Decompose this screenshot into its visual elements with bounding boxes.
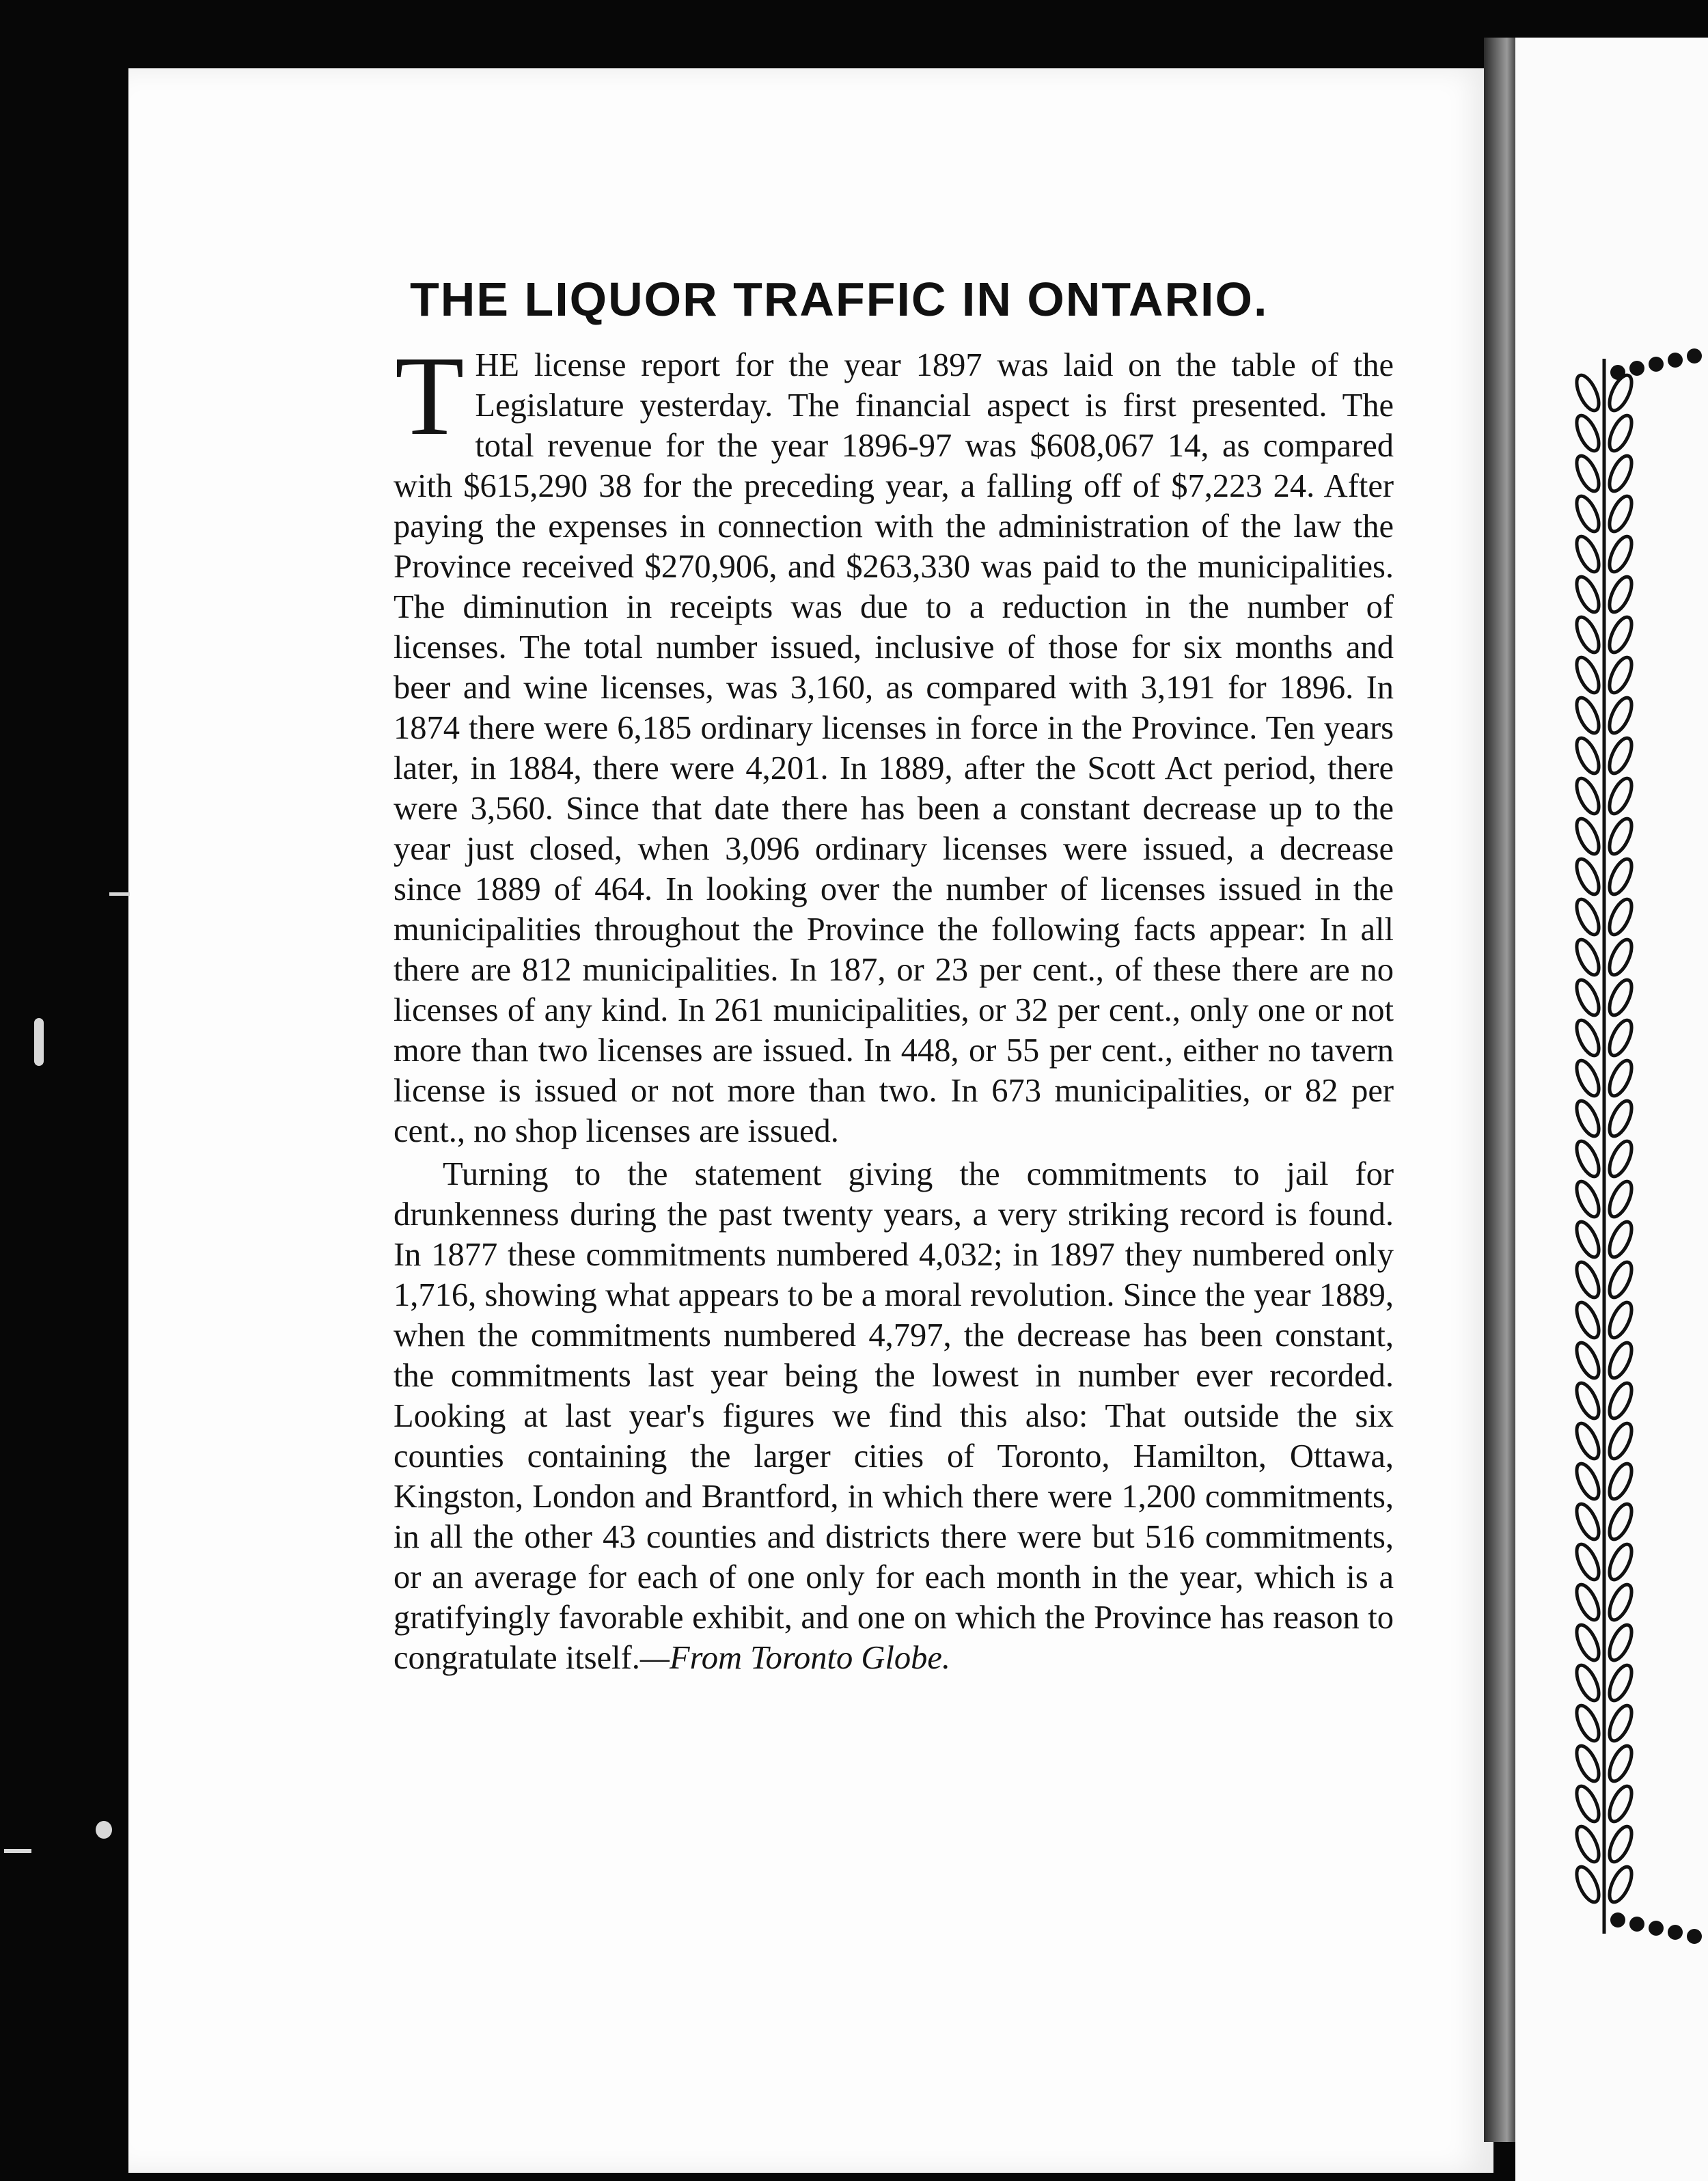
scan-speck bbox=[34, 1018, 44, 1066]
paragraph-2 bbox=[394, 1154, 1394, 1678]
laurel-spray bbox=[1610, 348, 1702, 380]
scan-speck bbox=[109, 892, 130, 896]
article-body bbox=[394, 333, 1394, 1678]
paragraph-2-text: Turning to the statement giving the commitments to jail for drunkenness during the past twenty years, a very striking record is found. In 1877 these commitments numbered 4,032; in 1897 they numbered only 1,716, showing what appears to be a moral revolution. Since the year 1889, when the commitments numbered 4,797, the decrease has been constant, the commitments last year being the lowest in number ever recorded. Looking at last year's figures we find this also: That outside the six counties containing the larger cities of Toronto, Hamilton, Ottawa, Kingston, London and Brantford, in which there were 1,200 commitments, in all the other 43 counties and districts there were but 516 commitments, or an average for each of one only for each month in the year, which is a gratifyingly favorable exhibit, and one on which the Province has reason to congratulate itself. bbox=[394, 1156, 1394, 1676]
article-title: THE LIQUOR TRAFFIC IN ONTARIO. bbox=[410, 273, 1269, 326]
right-page bbox=[1515, 38, 1708, 2181]
paragraph-1-text: HE license report for the year 1897 was laid on the table of the Legislature yesterday. The financial aspect is first presented. The total revenue for the year 1896-97 was $608,067 14, as compared with $615,290 38 for the preceding year, a falling off of $7,223 24. After paying the expenses in connection with the administration of the law the Province received $270,906, and $263,330 was paid to the municipalities. The diminution in receipts was due to a reduction in the number of licenses. The total number issued, inclusive of those for six months and beer and wine licenses, was 3,160, as compared with 3,191 for 1896. In 1874 there were 6,185 ordinary licenses in force in the Province. Ten years later, in 1884, there were 4,201. In 1889, after the Scott Act period, there were 3,560. Since that date there has been a constant decrease up to the year just closed, when 3,096 ordinary licenses were issued, a decrease since 1889 of 464. In looking over the number of licenses issued in the municipalities throughout the Province the following facts appear: In all there are 812 municipalities. In 187, or 23 per cent., of these there are no licenses of any kind. In 261 municipalities, or 32 per cent., only one or not more than two licenses are issued. In 448, or 55 per cent., either no tavern license is issued or not more than two. In 673 municipalities, or 82 per cent., no shop licenses are issued. bbox=[394, 347, 1394, 1149]
source-attribution: —From Toronto Globe. bbox=[639, 1640, 950, 1676]
book-gutter bbox=[1484, 38, 1517, 2142]
laurel-border-ornament bbox=[1515, 38, 1708, 2181]
scan-speck bbox=[96, 1821, 112, 1839]
paragraph-1 bbox=[394, 333, 1394, 1151]
drop-cap: T bbox=[395, 333, 465, 458]
scan-speck bbox=[4, 1849, 31, 1853]
laurel-spray bbox=[1610, 1912, 1702, 1944]
